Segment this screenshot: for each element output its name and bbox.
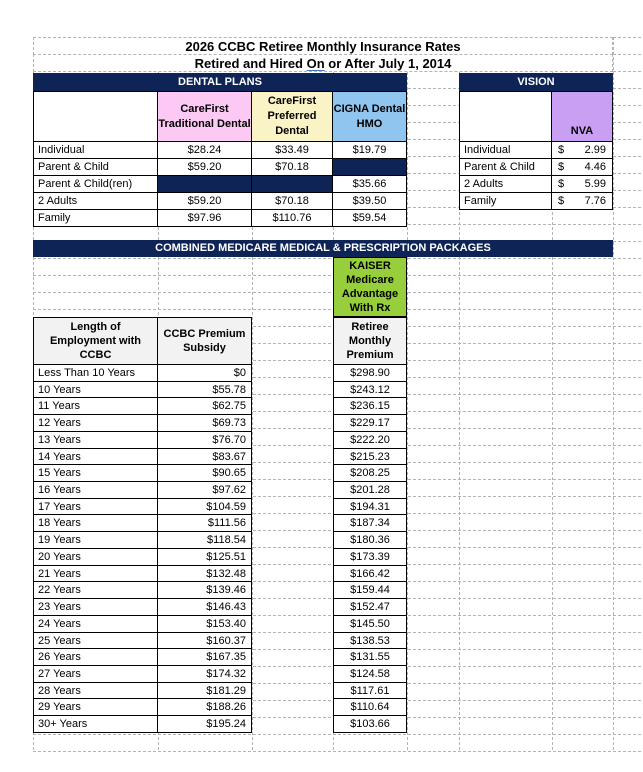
row-label: 2 Adults <box>34 193 158 210</box>
currency-symbol: $ <box>558 178 565 190</box>
table-row <box>34 415 252 432</box>
blocked-cell <box>158 176 252 193</box>
subsidy-amount-cell: $146.43 <box>158 599 252 616</box>
table-row <box>334 616 407 633</box>
subsidy-amount-cell: $181.29 <box>158 683 252 700</box>
rate-cell: $70.18 <box>252 193 333 210</box>
table-row <box>334 699 407 716</box>
dental-corner-cell <box>34 92 158 142</box>
table-row <box>34 398 252 415</box>
subsidy-amount-cell: $132.48 <box>158 566 252 583</box>
rate-cell: $59.20 <box>158 193 252 210</box>
subtitle-prefix: Retired and Hired <box>194 56 307 71</box>
years-of-employment-cell: 28 Years <box>34 683 158 700</box>
premium-amount-cell: $159.44 <box>334 582 407 599</box>
premium-amount-cell: $243.12 <box>334 382 407 399</box>
subtitle-suffix: or After July 1, 2014 <box>324 56 452 71</box>
subsidy-amount-cell: $139.46 <box>158 582 252 599</box>
years-of-employment-cell: 21 Years <box>34 566 158 583</box>
years-of-employment-cell: 17 Years <box>34 499 158 516</box>
years-of-employment-cell: 25 Years <box>34 633 158 650</box>
subsidy-amount-cell: $125.51 <box>158 549 252 566</box>
amount: 4.46 <box>584 161 606 173</box>
column-header-carefirst-preferred: CareFirst Preferred Dental <box>252 92 333 142</box>
table-row <box>334 398 407 415</box>
premium-amount-cell: $117.61 <box>334 683 407 700</box>
table-row <box>334 649 407 666</box>
page-title: 2026 CCBC Retiree Monthly Insurance Rates <box>33 37 613 55</box>
rate-cell: $28.24 <box>158 142 252 159</box>
table-row <box>34 482 252 499</box>
title-block <box>33 37 613 72</box>
years-of-employment-cell: Less Than 10 Years <box>34 365 158 382</box>
years-of-employment-cell: 20 Years <box>34 549 158 566</box>
table-row <box>34 432 252 449</box>
vision-corner-cell <box>460 92 552 142</box>
column-header-carefirst-traditional: CareFirst Traditional Dental <box>158 92 252 142</box>
table-row <box>334 599 407 616</box>
table-row <box>334 465 407 482</box>
blocked-cell <box>252 176 333 193</box>
column-header-retiree-monthly-premium: Retiree Monthly Premium <box>334 318 407 365</box>
table-row <box>34 683 252 700</box>
premium-amount-cell: $208.25 <box>334 465 407 482</box>
years-of-employment-cell: 22 Years <box>34 582 158 599</box>
currency-symbol: $ <box>558 195 565 207</box>
years-of-employment-cell: 24 Years <box>34 616 158 633</box>
rate-cell: $33.49 <box>252 142 333 159</box>
subsidy-amount-cell: $160.37 <box>158 633 252 650</box>
rate-cell: $35.66 <box>333 176 407 193</box>
premium-amount-cell: $173.39 <box>334 549 407 566</box>
premium-amount-cell: $166.42 <box>334 566 407 583</box>
rate-cell: $59.20 <box>158 159 252 176</box>
table-row <box>34 382 252 399</box>
subsidy-amount-cell: $195.24 <box>158 716 252 733</box>
vision-header: VISION <box>459 73 613 91</box>
rate-cell <box>552 159 613 176</box>
column-header-ccbc-premium-subsidy: CCBC Premium Subsidy <box>158 318 252 365</box>
subsidy-amount-cell: $76.70 <box>158 432 252 449</box>
years-of-employment-cell: 12 Years <box>34 415 158 432</box>
row-label: Parent & Child <box>34 159 158 176</box>
row-label: Individual <box>34 142 158 159</box>
table-row <box>34 532 252 549</box>
table-row <box>34 582 252 599</box>
rate-cell: $110.76 <box>252 210 333 227</box>
rate-cell <box>552 142 613 159</box>
table-row <box>34 666 252 683</box>
subsidy-amount-cell: $118.54 <box>158 532 252 549</box>
subsidy-amount-cell: $55.78 <box>158 382 252 399</box>
subsidy-amount-cell: $69.73 <box>158 415 252 432</box>
dental-plans-table <box>33 91 407 227</box>
premium-amount-cell: $201.28 <box>334 482 407 499</box>
rate-cell: $70.18 <box>252 159 333 176</box>
table-row <box>34 465 252 482</box>
subsidy-amount-cell: $90.65 <box>158 465 252 482</box>
rate-cell: $97.96 <box>158 210 252 227</box>
years-of-employment-cell: 14 Years <box>34 449 158 466</box>
row-label: Individual <box>460 142 552 159</box>
table-header-row <box>34 318 252 365</box>
premium-amount-cell: $180.36 <box>334 532 407 549</box>
amount: 5.99 <box>584 178 606 190</box>
vision-section <box>459 73 613 210</box>
years-of-employment-cell: 23 Years <box>34 599 158 616</box>
years-of-employment-cell: 16 Years <box>34 482 158 499</box>
premium-amount-cell: $194.31 <box>334 499 407 516</box>
table-row <box>334 532 407 549</box>
years-of-employment-cell: 19 Years <box>34 532 158 549</box>
table-row <box>334 365 407 382</box>
column-header-length-of-employment: Length of Employment with CCBC <box>34 318 158 365</box>
medicare-section-header: COMBINED MEDICARE MEDICAL & PRESCRIPTION PACKAGES <box>33 240 613 257</box>
dental-plans-header: DENTAL PLANS <box>33 73 407 91</box>
dental-plans-section <box>33 73 407 227</box>
column-header-nva: NVA <box>552 92 613 142</box>
table-row <box>34 449 252 466</box>
table-row <box>34 633 252 650</box>
amount: 7.76 <box>584 195 606 207</box>
row-label: Parent & Child(ren) <box>34 176 158 193</box>
table-row <box>334 382 407 399</box>
premium-amount-cell: $138.53 <box>334 633 407 650</box>
row-label: Family <box>34 210 158 227</box>
blocked-cell <box>333 159 407 176</box>
row-label: Parent & Child <box>460 159 552 176</box>
rate-cell <box>552 193 613 210</box>
years-of-employment-cell: 18 Years <box>34 515 158 532</box>
table-row <box>334 515 407 532</box>
subsidy-amount-cell: $188.26 <box>158 699 252 716</box>
rate-cell: $39.50 <box>333 193 407 210</box>
amount: 2.99 <box>584 144 606 156</box>
premium-amount-cell: $222.20 <box>334 432 407 449</box>
premium-amount-cell: $187.34 <box>334 515 407 532</box>
premium-amount-cell: $131.55 <box>334 649 407 666</box>
table-row <box>334 633 407 650</box>
years-of-employment-cell: 27 Years <box>34 666 158 683</box>
years-of-employment-cell: 10 Years <box>34 382 158 399</box>
subsidy-amount-cell: $174.32 <box>158 666 252 683</box>
years-of-employment-cell: 26 Years <box>34 649 158 666</box>
years-of-employment-cell: 11 Years <box>34 398 158 415</box>
table-row <box>34 699 252 716</box>
subsidy-amount-cell: $83.67 <box>158 449 252 466</box>
currency-symbol: $ <box>558 144 565 156</box>
premium-amount-cell: $152.47 <box>334 599 407 616</box>
premium-amount-cell: $124.58 <box>334 666 407 683</box>
table-row <box>334 415 407 432</box>
premium-amount-cell: $145.50 <box>334 616 407 633</box>
years-of-employment-cell: 13 Years <box>34 432 158 449</box>
table-row <box>334 449 407 466</box>
row-label: Family <box>460 193 552 210</box>
subsidy-amount-cell: $167.35 <box>158 649 252 666</box>
table-row <box>334 716 407 733</box>
table-row <box>34 515 252 532</box>
years-of-employment-cell: 15 Years <box>34 465 158 482</box>
table-row <box>34 499 252 516</box>
table-row <box>34 566 252 583</box>
currency-symbol: $ <box>558 161 565 173</box>
table-row <box>334 582 407 599</box>
subtitle-underlined-word: On <box>306 56 325 71</box>
table-row <box>334 683 407 700</box>
premium-amount-cell: $103.66 <box>334 716 407 733</box>
table-row <box>334 432 407 449</box>
premium-rows <box>334 365 407 733</box>
premium-amount-cell: $298.90 <box>334 365 407 382</box>
years-of-employment-cell: 29 Years <box>34 699 158 716</box>
premium-amount-cell: $236.15 <box>334 398 407 415</box>
table-row <box>334 549 407 566</box>
table-header-row <box>334 318 407 365</box>
table-row <box>34 716 252 733</box>
subsidy-amount-cell: $111.56 <box>158 515 252 532</box>
table-row <box>34 549 252 566</box>
subsidy-amount-cell: $62.75 <box>158 398 252 415</box>
subsidy-rows <box>34 365 252 733</box>
table-row <box>34 616 252 633</box>
subsidy-amount-cell: $97.62 <box>158 482 252 499</box>
subsidy-amount-cell: $153.40 <box>158 616 252 633</box>
table-row <box>334 482 407 499</box>
subsidy-amount-cell: $0 <box>158 365 252 382</box>
subsidy-amount-cell: $104.59 <box>158 499 252 516</box>
rate-cell: $59.54 <box>333 210 407 227</box>
medicare-subsidy-table <box>33 317 252 733</box>
column-header-cigna-hmo: CIGNA Dental HMO <box>333 92 407 142</box>
premium-amount-cell: $215.23 <box>334 449 407 466</box>
row-label: 2 Adults <box>460 176 552 193</box>
table-row <box>334 666 407 683</box>
table-row <box>334 499 407 516</box>
premium-amount-cell: $229.17 <box>334 415 407 432</box>
table-row <box>34 365 252 382</box>
rate-cell <box>552 176 613 193</box>
column-header-kaiser-medicare-advantage: KAISER Medicare Advantage With Rx <box>333 257 407 317</box>
rate-cell: $19.79 <box>333 142 407 159</box>
medicare-premium-table <box>333 317 407 733</box>
table-row <box>34 649 252 666</box>
table-row <box>334 566 407 583</box>
vision-table <box>459 91 613 210</box>
years-of-employment-cell: 30+ Years <box>34 716 158 733</box>
table-row <box>34 599 252 616</box>
premium-amount-cell: $110.64 <box>334 699 407 716</box>
page-subtitle <box>33 54 613 72</box>
